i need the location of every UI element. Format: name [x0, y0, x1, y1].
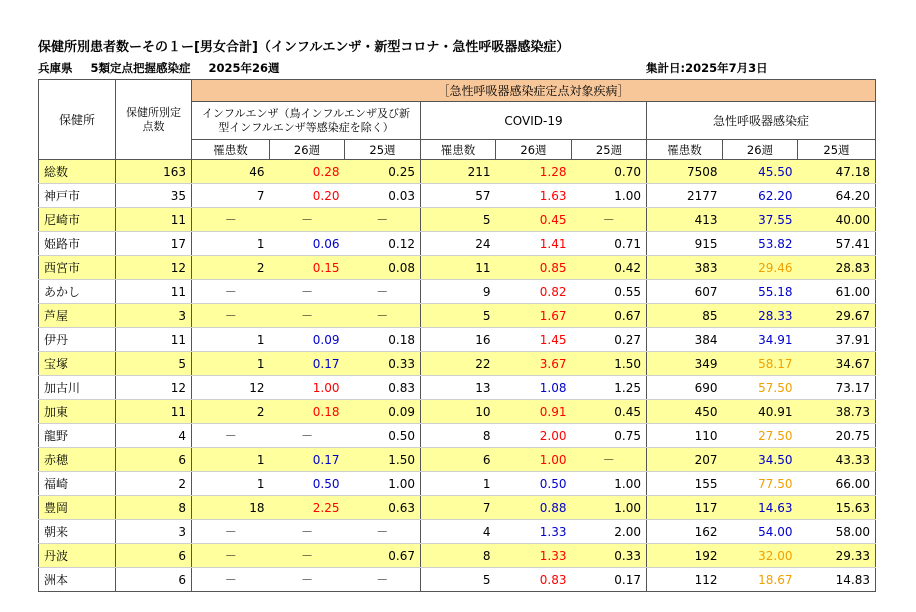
cell-f-n: －	[192, 520, 270, 544]
cell-c-25: 0.70	[572, 160, 647, 184]
cell-a-25: 57.41	[798, 232, 876, 256]
table-row	[39, 184, 876, 208]
cell-c-n: 8	[421, 424, 496, 448]
cell-a-26: 45.50	[723, 160, 798, 184]
header-ari-w25: 25週	[798, 140, 876, 160]
cell-c-25: 1.25	[572, 376, 647, 400]
cell-c-25: 0.42	[572, 256, 647, 280]
header-flu-w26: 26週	[270, 140, 345, 160]
cell-name: 芦屋	[39, 304, 116, 328]
cell-name: 龍野	[39, 424, 116, 448]
cell-a-26: 40.91	[723, 400, 798, 424]
cell-c-26: 1.33	[496, 544, 572, 568]
week-label: 2025年26週	[208, 61, 280, 75]
table-row	[39, 352, 876, 376]
table-row	[39, 448, 876, 472]
header-flu-patients: 罹患数	[192, 140, 270, 160]
cell-a-26: 53.82	[723, 232, 798, 256]
cell-f-25: 0.18	[345, 328, 421, 352]
cell-c-25: －	[572, 448, 647, 472]
cell-f-n: 1	[192, 352, 270, 376]
cell-f-26: 0.17	[270, 352, 345, 376]
header-influenza: インフルエンザ（鳥インフルエンザ及び新型インフルエンザ等感染症を除く）	[192, 102, 421, 140]
cell-name: 赤穂	[39, 448, 116, 472]
cell-f-26: －	[270, 280, 345, 304]
cell-a-25: 38.73	[798, 400, 876, 424]
cell-points: 11	[116, 280, 192, 304]
cell-f-25: －	[345, 208, 421, 232]
cell-a-25: 37.91	[798, 328, 876, 352]
cell-a-25: 47.18	[798, 160, 876, 184]
cell-f-25: 0.63	[345, 496, 421, 520]
cell-f-25: 1.00	[345, 472, 421, 496]
cell-c-26: 0.45	[496, 208, 572, 232]
cell-a-25: 20.75	[798, 424, 876, 448]
cell-c-26: 2.00	[496, 424, 572, 448]
cell-c-n: 5	[421, 304, 496, 328]
cell-c-n: 10	[421, 400, 496, 424]
table-row	[39, 424, 876, 448]
cell-a-26: 18.67	[723, 568, 798, 592]
cell-name: 西宮市	[39, 256, 116, 280]
cell-a-26: 54.00	[723, 520, 798, 544]
cell-points: 11	[116, 328, 192, 352]
header-disease-group: ［急性呼吸器感染症定点対象疾病］	[192, 80, 876, 102]
cell-f-26: 0.20	[270, 184, 345, 208]
cell-a-25: 73.17	[798, 376, 876, 400]
cell-f-26: －	[270, 568, 345, 592]
cell-f-25: 0.83	[345, 376, 421, 400]
cell-c-n: 13	[421, 376, 496, 400]
cell-a-25: 34.67	[798, 352, 876, 376]
cell-f-n: 2	[192, 400, 270, 424]
header-covid-w26: 26週	[496, 140, 572, 160]
cell-a-25: 40.00	[798, 208, 876, 232]
cell-a-25: 14.83	[798, 568, 876, 592]
cell-a-26: 34.50	[723, 448, 798, 472]
cell-a-26: 62.20	[723, 184, 798, 208]
cell-f-n: 12	[192, 376, 270, 400]
cell-c-n: 9	[421, 280, 496, 304]
cell-a-26: 57.50	[723, 376, 798, 400]
cell-c-26: 0.88	[496, 496, 572, 520]
cell-f-n: 1	[192, 232, 270, 256]
cell-a-n: 110	[647, 424, 723, 448]
header-covid: COVID-19	[421, 102, 647, 140]
cell-c-26: 1.63	[496, 184, 572, 208]
cell-name: あかし	[39, 280, 116, 304]
cell-name: 洲本	[39, 568, 116, 592]
cell-f-25: －	[345, 568, 421, 592]
cell-name: 加東	[39, 400, 116, 424]
cell-f-25: 1.50	[345, 448, 421, 472]
category-label: 5類定点把握感染症	[90, 61, 191, 75]
cell-a-25: 29.67	[798, 304, 876, 328]
cell-c-25: －	[572, 208, 647, 232]
patient-count-table	[38, 79, 876, 592]
cell-f-26: 0.18	[270, 400, 345, 424]
cell-name: 総数	[39, 160, 116, 184]
cell-c-n: 5	[421, 568, 496, 592]
page-title: 保健所別患者数ーその１ー[男女合計]（インフルエンザ・新型コロナ・急性呼吸器感染症）	[38, 40, 570, 55]
cell-c-25: 0.17	[572, 568, 647, 592]
cell-f-n: －	[192, 424, 270, 448]
cell-a-25: 15.63	[798, 496, 876, 520]
cell-f-n: －	[192, 280, 270, 304]
cell-a-26: 77.50	[723, 472, 798, 496]
cell-c-25: 0.33	[572, 544, 647, 568]
cell-c-n: 8	[421, 544, 496, 568]
cell-points: 35	[116, 184, 192, 208]
cell-a-n: 155	[647, 472, 723, 496]
cell-c-n: 4	[421, 520, 496, 544]
cell-f-26: 1.00	[270, 376, 345, 400]
cell-a-26: 14.63	[723, 496, 798, 520]
cell-c-n: 11	[421, 256, 496, 280]
cell-a-n: 690	[647, 376, 723, 400]
cell-name: 加古川	[39, 376, 116, 400]
cell-c-26: 0.50	[496, 472, 572, 496]
cell-a-25: 28.83	[798, 256, 876, 280]
cell-c-n: 211	[421, 160, 496, 184]
cell-name: 豊岡	[39, 496, 116, 520]
cell-name: 姫路市	[39, 232, 116, 256]
cell-a-n: 607	[647, 280, 723, 304]
cell-points: 5	[116, 352, 192, 376]
table-row	[39, 472, 876, 496]
cell-points: 6	[116, 568, 192, 592]
cell-a-n: 349	[647, 352, 723, 376]
cell-a-26: 29.46	[723, 256, 798, 280]
table-row	[39, 160, 876, 184]
cell-name: 丹波	[39, 544, 116, 568]
cell-a-n: 207	[647, 448, 723, 472]
cell-c-25: 0.71	[572, 232, 647, 256]
cell-f-26: 0.50	[270, 472, 345, 496]
cell-a-n: 162	[647, 520, 723, 544]
cell-name: 伊丹	[39, 328, 116, 352]
table-row	[39, 520, 876, 544]
header-office: 保健所	[39, 80, 116, 160]
cell-points: 12	[116, 256, 192, 280]
report-subtitle	[38, 60, 294, 76]
cell-f-25: 0.67	[345, 544, 421, 568]
cell-a-26: 55.18	[723, 280, 798, 304]
cell-c-25: 1.00	[572, 496, 647, 520]
cell-c-n: 1	[421, 472, 496, 496]
cell-f-26: －	[270, 304, 345, 328]
cell-a-n: 112	[647, 568, 723, 592]
cell-c-n: 16	[421, 328, 496, 352]
header-flu-w25: 25週	[345, 140, 421, 160]
cell-f-26: 0.06	[270, 232, 345, 256]
header-points: 保健所別定点数	[116, 80, 192, 160]
cell-f-25: －	[345, 304, 421, 328]
table-row	[39, 544, 876, 568]
cell-f-25: 0.08	[345, 256, 421, 280]
table-body	[39, 160, 876, 592]
table-row	[39, 400, 876, 424]
cell-f-n: 18	[192, 496, 270, 520]
cell-c-25: 0.55	[572, 280, 647, 304]
cell-f-n: －	[192, 208, 270, 232]
cell-f-26: －	[270, 424, 345, 448]
table-row	[39, 496, 876, 520]
cell-f-26: 0.28	[270, 160, 345, 184]
cell-f-25: 0.25	[345, 160, 421, 184]
header-covid-patients: 罹患数	[421, 140, 496, 160]
cell-a-25: 43.33	[798, 448, 876, 472]
cell-f-n: －	[192, 544, 270, 568]
cell-points: 6	[116, 448, 192, 472]
cell-c-n: 24	[421, 232, 496, 256]
cell-a-25: 58.00	[798, 520, 876, 544]
cell-c-26: 1.45	[496, 328, 572, 352]
cell-c-26: 1.41	[496, 232, 572, 256]
cell-c-26: 1.33	[496, 520, 572, 544]
cell-a-25: 29.33	[798, 544, 876, 568]
cell-c-26: 1.28	[496, 160, 572, 184]
cell-c-25: 0.67	[572, 304, 647, 328]
cell-points: 11	[116, 208, 192, 232]
cell-points: 8	[116, 496, 192, 520]
cell-c-n: 6	[421, 448, 496, 472]
cell-a-n: 7508	[647, 160, 723, 184]
cell-f-25: 0.33	[345, 352, 421, 376]
cell-a-n: 85	[647, 304, 723, 328]
cell-f-n: －	[192, 568, 270, 592]
header-ari-patients: 罹患数	[647, 140, 723, 160]
cell-a-n: 383	[647, 256, 723, 280]
cell-c-25: 0.45	[572, 400, 647, 424]
cell-c-26: 0.91	[496, 400, 572, 424]
cell-f-26: －	[270, 208, 345, 232]
cell-c-25: 0.27	[572, 328, 647, 352]
cell-a-n: 450	[647, 400, 723, 424]
cell-a-n: 117	[647, 496, 723, 520]
cell-f-n: 1	[192, 448, 270, 472]
cell-points: 2	[116, 472, 192, 496]
header-ari: 急性呼吸器感染症	[647, 102, 876, 140]
cell-f-n: 7	[192, 184, 270, 208]
cell-c-n: 5	[421, 208, 496, 232]
table-row	[39, 256, 876, 280]
cell-f-26: －	[270, 544, 345, 568]
table-row	[39, 232, 876, 256]
cell-points: 6	[116, 544, 192, 568]
cell-a-n: 915	[647, 232, 723, 256]
cell-name: 福崎	[39, 472, 116, 496]
cell-points: 3	[116, 304, 192, 328]
cell-a-n: 192	[647, 544, 723, 568]
cell-f-25: －	[345, 280, 421, 304]
cell-a-26: 27.50	[723, 424, 798, 448]
cell-c-26: 1.67	[496, 304, 572, 328]
cell-f-n: 1	[192, 472, 270, 496]
cell-a-25: 61.00	[798, 280, 876, 304]
cell-c-25: 1.00	[572, 184, 647, 208]
prefecture-label: 兵庫県	[38, 61, 73, 75]
header-covid-w25: 25週	[572, 140, 647, 160]
cell-name: 神戸市	[39, 184, 116, 208]
cell-c-26: 0.85	[496, 256, 572, 280]
cell-c-26: 0.83	[496, 568, 572, 592]
cell-c-25: 2.00	[572, 520, 647, 544]
table-row	[39, 568, 876, 592]
cell-a-n: 413	[647, 208, 723, 232]
table-row	[39, 280, 876, 304]
cell-c-26: 0.82	[496, 280, 572, 304]
cell-c-25: 1.00	[572, 472, 647, 496]
cell-c-n: 7	[421, 496, 496, 520]
cell-points: 11	[116, 400, 192, 424]
cell-points: 12	[116, 376, 192, 400]
table-row	[39, 376, 876, 400]
cell-a-n: 2177	[647, 184, 723, 208]
table-row	[39, 328, 876, 352]
cell-f-25: －	[345, 520, 421, 544]
cell-c-26: 1.08	[496, 376, 572, 400]
cell-f-n: 1	[192, 328, 270, 352]
cell-f-25: 0.50	[345, 424, 421, 448]
cell-a-26: 58.17	[723, 352, 798, 376]
cell-c-25: 1.50	[572, 352, 647, 376]
cell-f-n: 2	[192, 256, 270, 280]
cell-f-n: －	[192, 304, 270, 328]
cell-a-n: 384	[647, 328, 723, 352]
cell-a-25: 66.00	[798, 472, 876, 496]
cell-name: 朝来	[39, 520, 116, 544]
cell-c-26: 3.67	[496, 352, 572, 376]
cell-a-26: 28.33	[723, 304, 798, 328]
cell-a-25: 64.20	[798, 184, 876, 208]
cell-points: 17	[116, 232, 192, 256]
cell-f-25: 0.09	[345, 400, 421, 424]
cell-a-26: 34.91	[723, 328, 798, 352]
report-date: 集計日:2025年7月3日	[646, 61, 768, 75]
cell-f-25: 0.03	[345, 184, 421, 208]
header-ari-w26: 26週	[723, 140, 798, 160]
cell-name: 宝塚	[39, 352, 116, 376]
cell-f-26: 2.25	[270, 496, 345, 520]
cell-f-25: 0.12	[345, 232, 421, 256]
cell-f-26: 0.15	[270, 256, 345, 280]
cell-a-26: 32.00	[723, 544, 798, 568]
cell-points: 4	[116, 424, 192, 448]
cell-f-26: 0.17	[270, 448, 345, 472]
cell-c-26: 1.00	[496, 448, 572, 472]
cell-c-n: 22	[421, 352, 496, 376]
cell-f-26: －	[270, 520, 345, 544]
table-row	[39, 208, 876, 232]
cell-points: 163	[116, 160, 192, 184]
cell-a-26: 37.55	[723, 208, 798, 232]
cell-c-25: 0.75	[572, 424, 647, 448]
cell-c-n: 57	[421, 184, 496, 208]
cell-f-n: 46	[192, 160, 270, 184]
cell-name: 尼崎市	[39, 208, 116, 232]
cell-points: 3	[116, 520, 192, 544]
table-row	[39, 304, 876, 328]
cell-f-26: 0.09	[270, 328, 345, 352]
